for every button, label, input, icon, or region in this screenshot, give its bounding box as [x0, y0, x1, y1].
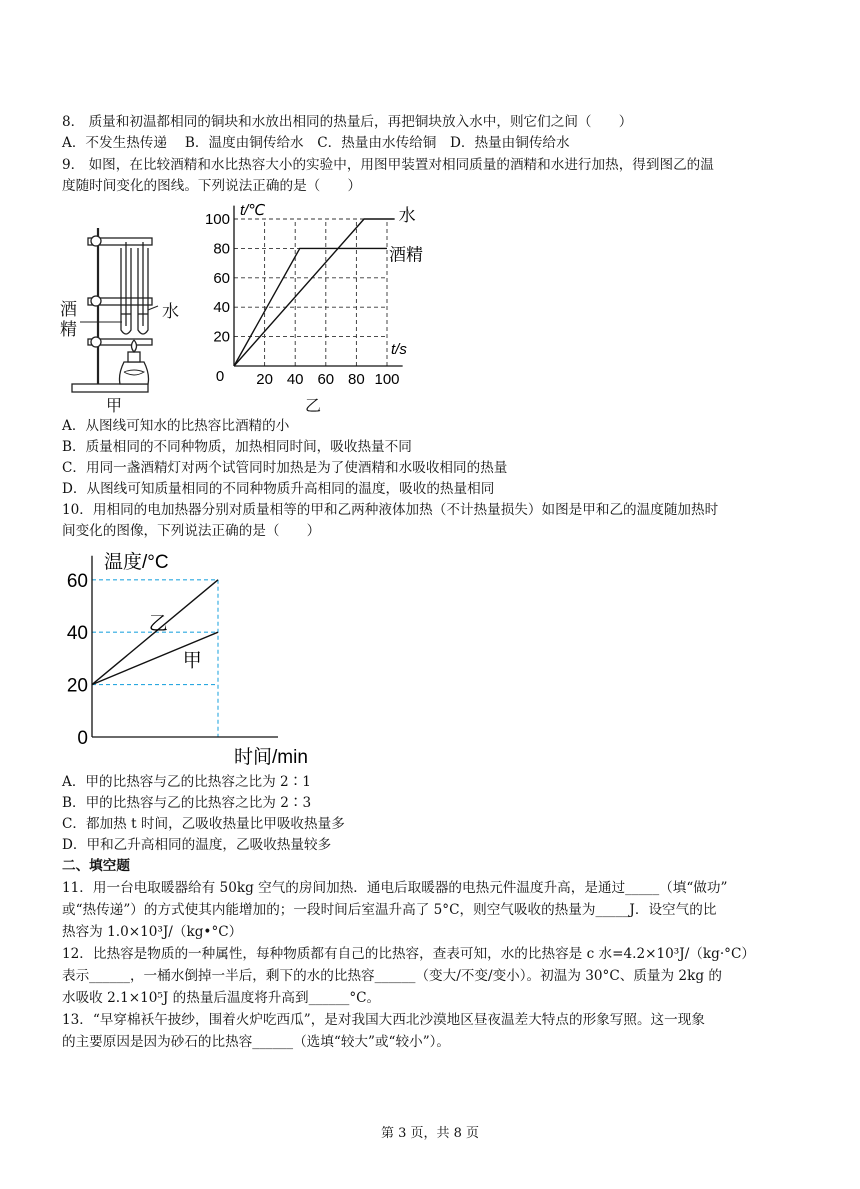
q9-option-b: B．质量相同的不同种物质，加热相同时间，吸收热量不同	[62, 439, 412, 455]
q10-stem-line1: 10．用相同的电加热器分别对质量相等的甲和乙两种液体加热（不计热量损失）如图是甲和乙的温度随加热时	[62, 502, 719, 518]
y-axis-label: 温度/°C	[104, 551, 169, 573]
q12-line2: 表示______，一桶水倒掉一半后，剩下的水的比热容______（变大/不变/变小）。初温为 30°C、质量为 2kg 的	[62, 968, 722, 984]
y-tick-label: 20	[66, 675, 88, 697]
y-tick-label: 60	[213, 269, 230, 287]
q10-option-d: D．甲和乙升高相同的温度，乙吸收热量较多	[62, 837, 332, 853]
x-tick-label: 20	[256, 371, 273, 388]
x-tick-label: 100	[374, 371, 400, 388]
q9-stem-line1: 9． 如图，在比较酒精和水比热容大小的实验中，用图甲装置对相同质量的酒精和水进行加热，得到图乙的温	[62, 157, 714, 173]
apparatus-caption: 甲	[106, 396, 123, 415]
q9-stem-line2: 度随时间变化的图线。下列说法正确的是（ ）	[62, 178, 362, 194]
q10-option-b: B．甲的比热容与乙的比热容之比为 2∶3	[62, 795, 312, 811]
series-label-water: 水	[398, 206, 416, 225]
apparatus-label-water: 水	[162, 302, 179, 322]
chart-yi	[200, 196, 450, 394]
q13-line2: 的主要原因是因为砂石的比热容______（选填“较大”或“较小”）。	[62, 1034, 451, 1050]
x-tick-label: 80	[348, 371, 365, 388]
y-tick-label: 20	[213, 328, 230, 346]
x-axis-label: t/s	[391, 341, 407, 358]
q10-stem-line2: 间变化的图像，下列说法正确的是（ ）	[62, 523, 321, 539]
series-label-jia: 甲	[182, 650, 202, 672]
y-tick-label: 80	[213, 240, 230, 258]
q12-line1: 12．比热容是物质的一种属性，每种物质都有自己的比热容，查表可知，水的比热容是 c 水=4.2×10³J/（kg·°C）	[62, 946, 755, 962]
y-tick-label: 40	[213, 299, 230, 317]
q11-line3: 热容为 1.0×10³J/（kg•°C）	[62, 924, 243, 940]
x-axis-label: 时间/min	[234, 747, 308, 768]
x-tick-label: 60	[317, 371, 335, 388]
series-label-yi: 乙	[148, 613, 168, 635]
page-footer: 第 3 页，共 8 页	[380, 1126, 480, 1141]
series-label-alcohol: 酒精	[389, 245, 423, 265]
y-tick-label: 0	[77, 728, 88, 749]
y-tick-label: 60	[66, 570, 88, 592]
section-heading: 二、填空题	[62, 858, 130, 874]
y-tick-label: 40	[66, 623, 88, 645]
q9-option-d: D．从图线可知质量相同的不同种物质升高相同的温度，吸收的热量相同	[62, 481, 495, 497]
q10-option-a: A．甲的比热容与乙的比热容之比为 2∶1	[62, 774, 311, 790]
q9-option-a: A．从图线可知水的比热容比酒精的小	[62, 418, 290, 434]
apparatus-label-alcohol-2: 精	[60, 320, 77, 340]
q11-line2: 或“热传递”）的方式使其内能增加的；一段时间后室温升高了 5°C，则空气吸收的热量为_____J．设空气的比	[62, 902, 717, 918]
q8-options: A．不发生热传递 B．温度由铜传给水 C．热量由水传给铜 D．热量由铜传给水	[62, 135, 570, 151]
q12-line3: 水吸收 2.1×10⁵J 的热量后温度将升高到______°C。	[62, 990, 381, 1006]
q13-line1: 13．“早穿棉袄午披纱，围着火炉吃西瓜”，是对我国大西北沙漠地区昼夜温差大特点的形象写照。这一现象	[62, 1012, 705, 1028]
chart-yi-caption: 乙	[305, 396, 322, 415]
x-tick-label: 40	[286, 371, 304, 388]
q11-line1: 11．用一台电取暖器给有 50kg 空气的房间加热．通电后取暖器的电热元件温度升高，是通过_____（填“做功”	[62, 880, 728, 896]
origin-label: 0	[215, 368, 225, 385]
chart-temperature-time	[62, 542, 322, 770]
q9-option-c: C．用同一盏酒精灯对两个试管同时加热是为了使酒精和水吸收相同的热量	[62, 460, 508, 476]
apparatus-label-alcohol-1: 酒	[60, 300, 77, 320]
q10-option-c: C．都加热 t 时间，乙吸收热量比甲吸收热量多	[62, 816, 345, 832]
series-line-0	[234, 219, 395, 366]
y-axis-label: t/℃	[240, 202, 266, 219]
y-tick-label: 100	[204, 211, 230, 228]
q8-stem: 8． 质量和初温都相同的铜块和水放出相同的热量后，再把铜块放入水中，则它们之间（ ）	[62, 114, 633, 130]
